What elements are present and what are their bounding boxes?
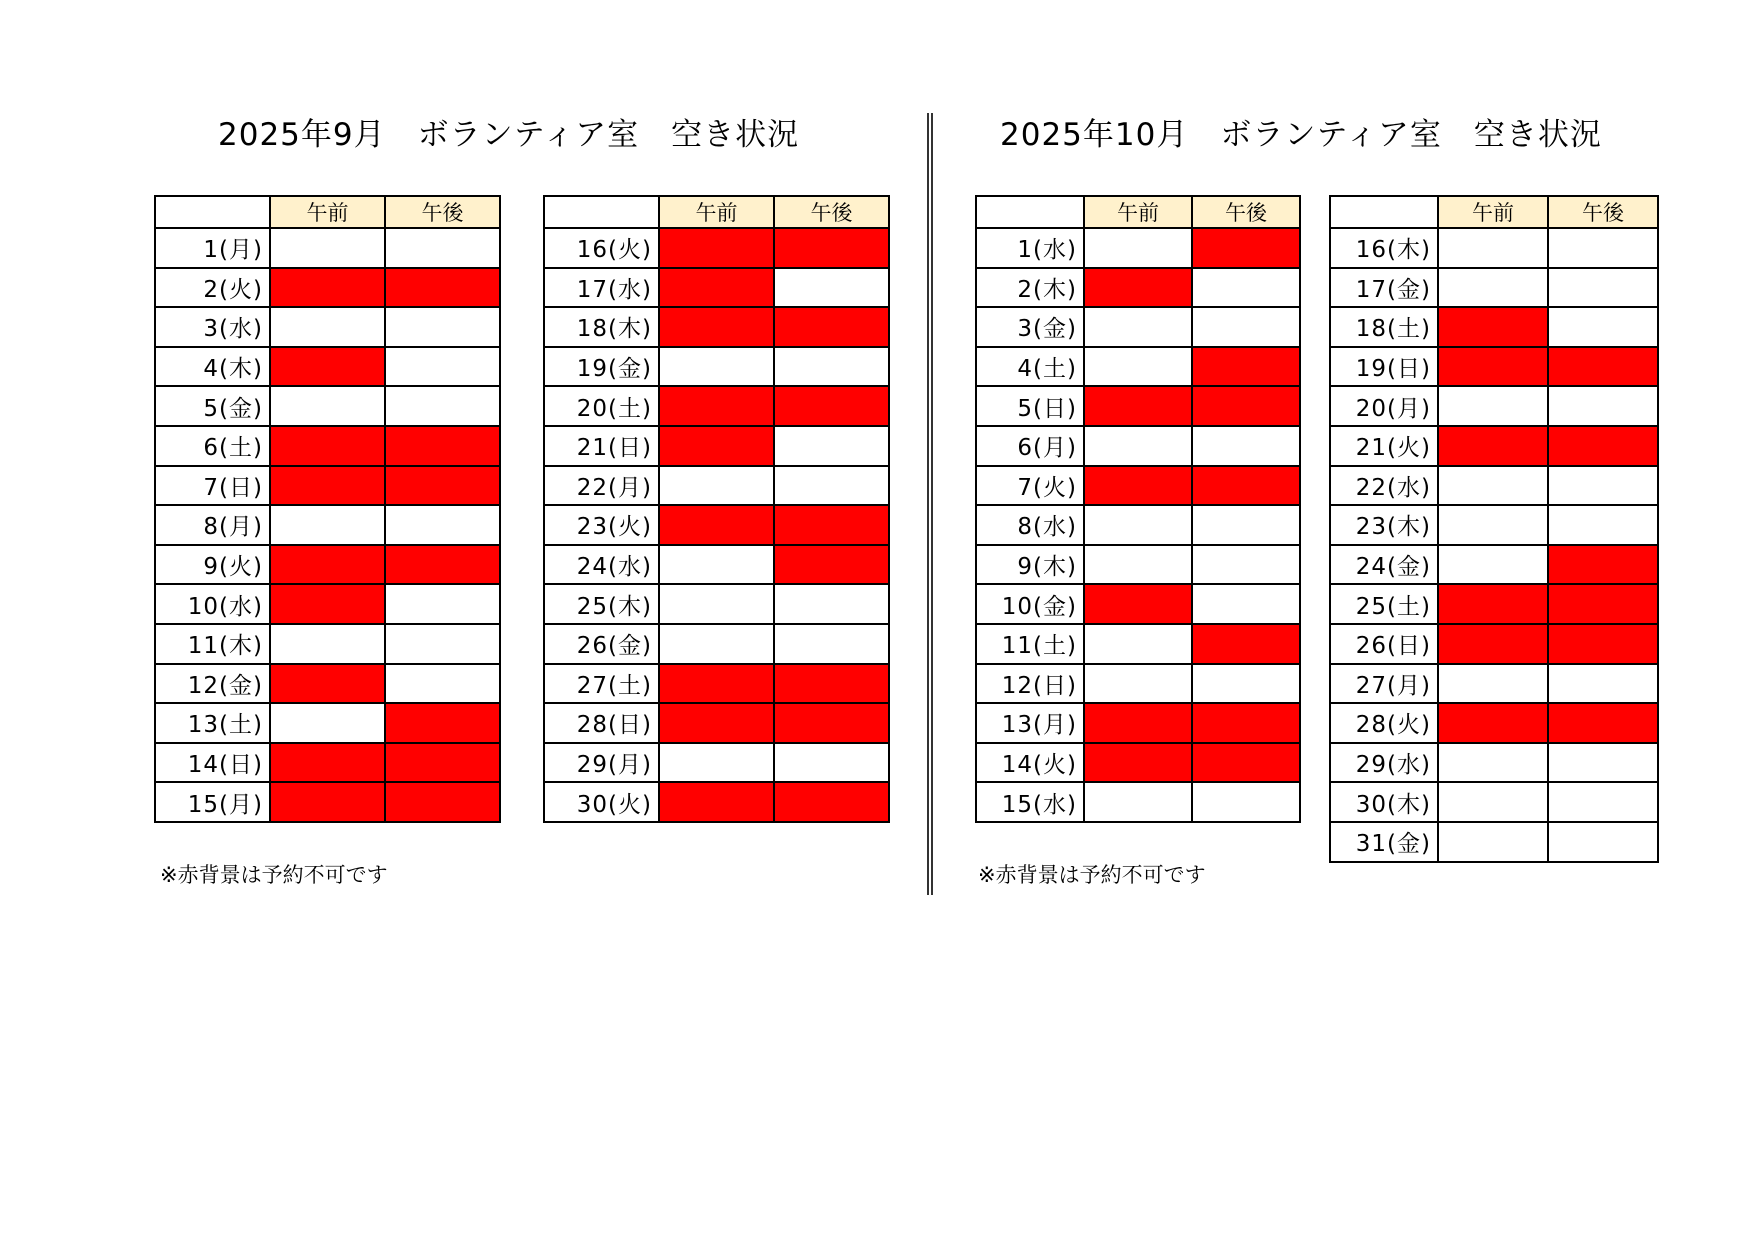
slot-am-open bbox=[270, 386, 385, 426]
header-pm: 午後 bbox=[1192, 196, 1300, 228]
slot-am-open bbox=[270, 624, 385, 664]
slot-am-booked bbox=[1084, 743, 1192, 783]
slot-am-booked bbox=[1438, 584, 1548, 624]
day-label: 11(土) bbox=[976, 624, 1084, 664]
table-row bbox=[544, 386, 889, 426]
slot-pm-open bbox=[1192, 426, 1300, 466]
slot-am-open bbox=[1084, 782, 1192, 822]
day-label: 19(金) bbox=[544, 347, 659, 387]
slot-am-open bbox=[1438, 228, 1548, 268]
september-table-2nd-half bbox=[543, 195, 890, 823]
table-row bbox=[1330, 624, 1658, 664]
table-row bbox=[155, 268, 500, 308]
day-label: 18(木) bbox=[544, 307, 659, 347]
table-row bbox=[976, 782, 1300, 822]
slot-pm-booked bbox=[1548, 347, 1658, 387]
day-label: 1(水) bbox=[976, 228, 1084, 268]
day-label: 12(日) bbox=[976, 664, 1084, 704]
october-title: 2025年10月 ボランティア室 空き状況 bbox=[1000, 117, 1602, 153]
slot-pm-booked bbox=[774, 505, 889, 545]
day-label: 24(水) bbox=[544, 545, 659, 585]
slot-am-open bbox=[1084, 624, 1192, 664]
day-label: 23(木) bbox=[1330, 505, 1438, 545]
table-row bbox=[1330, 703, 1658, 743]
slot-am-open bbox=[1084, 426, 1192, 466]
slot-am-booked bbox=[270, 584, 385, 624]
table-row bbox=[976, 347, 1300, 387]
day-label: 23(火) bbox=[544, 505, 659, 545]
slot-am-booked bbox=[270, 268, 385, 308]
table-row bbox=[1330, 307, 1658, 347]
header-corner bbox=[976, 196, 1084, 228]
table-row bbox=[976, 386, 1300, 426]
slot-pm-open bbox=[1548, 505, 1658, 545]
table-row bbox=[544, 584, 889, 624]
slot-am-open bbox=[659, 743, 774, 783]
slot-am-open bbox=[659, 347, 774, 387]
header-pm: 午後 bbox=[1548, 196, 1658, 228]
header-corner bbox=[544, 196, 659, 228]
table-row bbox=[976, 624, 1300, 664]
table-row bbox=[1330, 743, 1658, 783]
slot-am-booked bbox=[659, 386, 774, 426]
slot-pm-open bbox=[1548, 466, 1658, 506]
slot-pm-booked bbox=[1548, 426, 1658, 466]
day-label: 6(月) bbox=[976, 426, 1084, 466]
slot-pm-open bbox=[1548, 307, 1658, 347]
day-label: 26(金) bbox=[544, 624, 659, 664]
day-label: 1(月) bbox=[155, 228, 270, 268]
slot-am-booked bbox=[1438, 703, 1548, 743]
slot-am-open bbox=[1084, 545, 1192, 585]
table-row bbox=[544, 743, 889, 783]
slot-am-booked bbox=[659, 268, 774, 308]
table-row bbox=[544, 466, 889, 506]
day-label: 13(月) bbox=[976, 703, 1084, 743]
table-row bbox=[544, 782, 889, 822]
slot-pm-open bbox=[1548, 743, 1658, 783]
slot-pm-booked bbox=[385, 743, 500, 783]
day-label: 9(火) bbox=[155, 545, 270, 585]
slot-pm-booked bbox=[385, 782, 500, 822]
slot-pm-booked bbox=[1548, 624, 1658, 664]
day-label: 16(木) bbox=[1330, 228, 1438, 268]
day-label: 4(土) bbox=[976, 347, 1084, 387]
slot-pm-booked bbox=[1192, 228, 1300, 268]
day-label: 14(火) bbox=[976, 743, 1084, 783]
slot-am-open bbox=[270, 703, 385, 743]
table-row bbox=[976, 307, 1300, 347]
table-row bbox=[1330, 268, 1658, 308]
slot-am-booked bbox=[659, 228, 774, 268]
slot-pm-open bbox=[385, 386, 500, 426]
table-row bbox=[976, 703, 1300, 743]
slot-pm-open bbox=[1192, 782, 1300, 822]
slot-am-open bbox=[659, 584, 774, 624]
day-label: 30(木) bbox=[1330, 782, 1438, 822]
table-row bbox=[155, 505, 500, 545]
slot-am-open bbox=[1438, 466, 1548, 506]
day-label: 7(日) bbox=[155, 466, 270, 506]
table-row bbox=[544, 545, 889, 585]
header-am: 午前 bbox=[659, 196, 774, 228]
header-pm: 午後 bbox=[774, 196, 889, 228]
september-note: ※赤背景は予約不可です bbox=[160, 863, 388, 887]
table-row bbox=[544, 505, 889, 545]
slot-pm-open bbox=[1548, 822, 1658, 862]
slot-am-open bbox=[1084, 307, 1192, 347]
table-row bbox=[544, 268, 889, 308]
slot-am-open bbox=[1084, 347, 1192, 387]
day-label: 7(火) bbox=[976, 466, 1084, 506]
day-label: 8(月) bbox=[155, 505, 270, 545]
table-row bbox=[1330, 228, 1658, 268]
table-row bbox=[976, 743, 1300, 783]
slot-am-open bbox=[1438, 782, 1548, 822]
slot-am-booked bbox=[1438, 624, 1548, 664]
day-label: 15(月) bbox=[155, 782, 270, 822]
day-label: 20(月) bbox=[1330, 386, 1438, 426]
slot-pm-open bbox=[1192, 268, 1300, 308]
slot-pm-open bbox=[1548, 228, 1658, 268]
day-label: 15(水) bbox=[976, 782, 1084, 822]
day-label: 29(水) bbox=[1330, 743, 1438, 783]
day-label: 8(水) bbox=[976, 505, 1084, 545]
header-corner bbox=[155, 196, 270, 228]
slot-pm-open bbox=[1548, 386, 1658, 426]
slot-am-open bbox=[1084, 505, 1192, 545]
day-label: 2(木) bbox=[976, 268, 1084, 308]
slot-pm-booked bbox=[385, 545, 500, 585]
table-row bbox=[1330, 347, 1658, 387]
day-label: 14(日) bbox=[155, 743, 270, 783]
slot-pm-open bbox=[774, 347, 889, 387]
slot-pm-booked bbox=[1192, 624, 1300, 664]
slot-pm-open bbox=[1192, 307, 1300, 347]
table-row bbox=[155, 703, 500, 743]
slot-pm-booked bbox=[774, 664, 889, 704]
day-label: 19(日) bbox=[1330, 347, 1438, 387]
day-label: 25(木) bbox=[544, 584, 659, 624]
slot-am-booked bbox=[270, 466, 385, 506]
slot-am-booked bbox=[1438, 307, 1548, 347]
october-table-2nd-half bbox=[1329, 195, 1659, 863]
table-row bbox=[155, 307, 500, 347]
slot-am-booked bbox=[1084, 466, 1192, 506]
slot-pm-open bbox=[774, 466, 889, 506]
slot-pm-open bbox=[385, 584, 500, 624]
slot-am-open bbox=[1438, 664, 1548, 704]
table-row bbox=[155, 782, 500, 822]
header-am: 午前 bbox=[270, 196, 385, 228]
table-row bbox=[976, 584, 1300, 624]
day-label: 29(月) bbox=[544, 743, 659, 783]
day-label: 4(木) bbox=[155, 347, 270, 387]
table-row bbox=[544, 307, 889, 347]
october-note: ※赤背景は予約不可です bbox=[978, 863, 1206, 887]
table-row bbox=[976, 664, 1300, 704]
slot-am-booked bbox=[659, 782, 774, 822]
slot-pm-booked bbox=[1192, 466, 1300, 506]
slot-am-open bbox=[1438, 545, 1548, 585]
slot-pm-open bbox=[385, 624, 500, 664]
slot-am-booked bbox=[270, 782, 385, 822]
day-label: 11(木) bbox=[155, 624, 270, 664]
slot-pm-booked bbox=[774, 386, 889, 426]
slot-pm-booked bbox=[1192, 386, 1300, 426]
day-label: 28(日) bbox=[544, 703, 659, 743]
slot-pm-booked bbox=[774, 782, 889, 822]
table-row bbox=[544, 228, 889, 268]
slot-am-open bbox=[1438, 268, 1548, 308]
table-row bbox=[1330, 505, 1658, 545]
slot-am-booked bbox=[270, 664, 385, 704]
table-row bbox=[155, 545, 500, 585]
slot-am-booked bbox=[1438, 426, 1548, 466]
table-row bbox=[155, 624, 500, 664]
slot-pm-open bbox=[385, 307, 500, 347]
table-row bbox=[1330, 782, 1658, 822]
slot-am-open bbox=[1084, 664, 1192, 704]
table-row bbox=[544, 426, 889, 466]
day-label: 17(金) bbox=[1330, 268, 1438, 308]
table-row bbox=[544, 347, 889, 387]
table-row bbox=[1330, 545, 1658, 585]
slot-pm-booked bbox=[1192, 743, 1300, 783]
slot-pm-booked bbox=[1192, 703, 1300, 743]
slot-am-booked bbox=[270, 347, 385, 387]
day-label: 5(金) bbox=[155, 386, 270, 426]
table-row bbox=[155, 386, 500, 426]
day-label: 21(日) bbox=[544, 426, 659, 466]
day-label: 13(土) bbox=[155, 703, 270, 743]
table-row bbox=[155, 743, 500, 783]
day-label: 20(土) bbox=[544, 386, 659, 426]
month-divider bbox=[927, 113, 933, 895]
slot-am-booked bbox=[1084, 584, 1192, 624]
table-row bbox=[155, 228, 500, 268]
slot-pm-booked bbox=[385, 268, 500, 308]
slot-pm-booked bbox=[385, 466, 500, 506]
table-row bbox=[544, 624, 889, 664]
slot-pm-booked bbox=[1192, 347, 1300, 387]
slot-am-booked bbox=[1438, 347, 1548, 387]
slot-pm-open bbox=[1548, 268, 1658, 308]
day-label: 31(金) bbox=[1330, 822, 1438, 862]
day-label: 16(火) bbox=[544, 228, 659, 268]
table-row bbox=[544, 703, 889, 743]
table-row bbox=[976, 545, 1300, 585]
header-am: 午前 bbox=[1084, 196, 1192, 228]
day-label: 10(金) bbox=[976, 584, 1084, 624]
day-label: 2(火) bbox=[155, 268, 270, 308]
day-label: 28(火) bbox=[1330, 703, 1438, 743]
table-row bbox=[155, 664, 500, 704]
slot-am-booked bbox=[270, 743, 385, 783]
slot-pm-booked bbox=[1548, 584, 1658, 624]
slot-pm-booked bbox=[774, 545, 889, 585]
slot-pm-booked bbox=[385, 426, 500, 466]
slot-am-booked bbox=[659, 505, 774, 545]
slot-pm-open bbox=[385, 347, 500, 387]
table-row bbox=[976, 426, 1300, 466]
day-label: 3(金) bbox=[976, 307, 1084, 347]
day-label: 3(水) bbox=[155, 307, 270, 347]
header-corner bbox=[1330, 196, 1438, 228]
table-row bbox=[155, 584, 500, 624]
day-label: 10(水) bbox=[155, 584, 270, 624]
table-row bbox=[1330, 822, 1658, 862]
slot-am-open bbox=[659, 624, 774, 664]
slot-am-booked bbox=[659, 664, 774, 704]
slot-am-booked bbox=[270, 426, 385, 466]
slot-pm-booked bbox=[1548, 703, 1658, 743]
day-label: 30(火) bbox=[544, 782, 659, 822]
header-am: 午前 bbox=[1438, 196, 1548, 228]
slot-pm-open bbox=[385, 228, 500, 268]
day-label: 26(日) bbox=[1330, 624, 1438, 664]
table-row bbox=[976, 505, 1300, 545]
september-table-1st-half bbox=[154, 195, 501, 823]
day-label: 22(水) bbox=[1330, 466, 1438, 506]
table-row bbox=[155, 466, 500, 506]
day-label: 27(土) bbox=[544, 664, 659, 704]
day-label: 18(土) bbox=[1330, 307, 1438, 347]
table-row bbox=[976, 228, 1300, 268]
slot-am-open bbox=[270, 228, 385, 268]
slot-pm-booked bbox=[774, 307, 889, 347]
slot-am-open bbox=[270, 307, 385, 347]
day-label: 9(木) bbox=[976, 545, 1084, 585]
day-label: 27(月) bbox=[1330, 664, 1438, 704]
slot-pm-open bbox=[1192, 545, 1300, 585]
day-label: 5(日) bbox=[976, 386, 1084, 426]
slot-am-open bbox=[659, 466, 774, 506]
slot-am-booked bbox=[659, 703, 774, 743]
slot-pm-open bbox=[1548, 664, 1658, 704]
table-row bbox=[155, 426, 500, 466]
slot-pm-open bbox=[774, 426, 889, 466]
slot-pm-open bbox=[774, 268, 889, 308]
slot-pm-open bbox=[774, 743, 889, 783]
slot-am-booked bbox=[1084, 386, 1192, 426]
slot-pm-open bbox=[385, 664, 500, 704]
slot-am-booked bbox=[1084, 268, 1192, 308]
slot-am-booked bbox=[270, 545, 385, 585]
slot-pm-booked bbox=[385, 703, 500, 743]
table-row bbox=[976, 466, 1300, 506]
slot-pm-booked bbox=[774, 703, 889, 743]
slot-pm-open bbox=[1192, 584, 1300, 624]
slot-am-open bbox=[270, 505, 385, 545]
october-table-1st-half bbox=[975, 195, 1301, 823]
slot-am-open bbox=[1084, 228, 1192, 268]
slot-pm-open bbox=[774, 624, 889, 664]
slot-pm-booked bbox=[774, 228, 889, 268]
slot-pm-open bbox=[1192, 664, 1300, 704]
slot-am-booked bbox=[659, 426, 774, 466]
slot-pm-open bbox=[385, 505, 500, 545]
slot-am-open bbox=[1438, 386, 1548, 426]
slot-am-booked bbox=[659, 307, 774, 347]
table-row bbox=[1330, 426, 1658, 466]
table-row bbox=[976, 268, 1300, 308]
table-row bbox=[1330, 466, 1658, 506]
table-row bbox=[544, 664, 889, 704]
day-label: 12(金) bbox=[155, 664, 270, 704]
slot-pm-open bbox=[1192, 505, 1300, 545]
day-label: 17(水) bbox=[544, 268, 659, 308]
slot-am-open bbox=[1438, 743, 1548, 783]
slot-pm-open bbox=[774, 584, 889, 624]
table-row bbox=[1330, 584, 1658, 624]
slot-am-open bbox=[1438, 822, 1548, 862]
table-row bbox=[155, 347, 500, 387]
table-row bbox=[1330, 386, 1658, 426]
september-title: 2025年9月 ボランティア室 空き状況 bbox=[218, 117, 800, 153]
day-label: 22(月) bbox=[544, 466, 659, 506]
day-label: 21(火) bbox=[1330, 426, 1438, 466]
header-pm: 午後 bbox=[385, 196, 500, 228]
slot-pm-open bbox=[1548, 782, 1658, 822]
slot-am-open bbox=[659, 545, 774, 585]
day-label: 6(土) bbox=[155, 426, 270, 466]
slot-am-booked bbox=[1084, 703, 1192, 743]
day-label: 25(土) bbox=[1330, 584, 1438, 624]
slot-pm-booked bbox=[1548, 545, 1658, 585]
slot-am-open bbox=[1438, 505, 1548, 545]
day-label: 24(金) bbox=[1330, 545, 1438, 585]
table-row bbox=[1330, 664, 1658, 704]
